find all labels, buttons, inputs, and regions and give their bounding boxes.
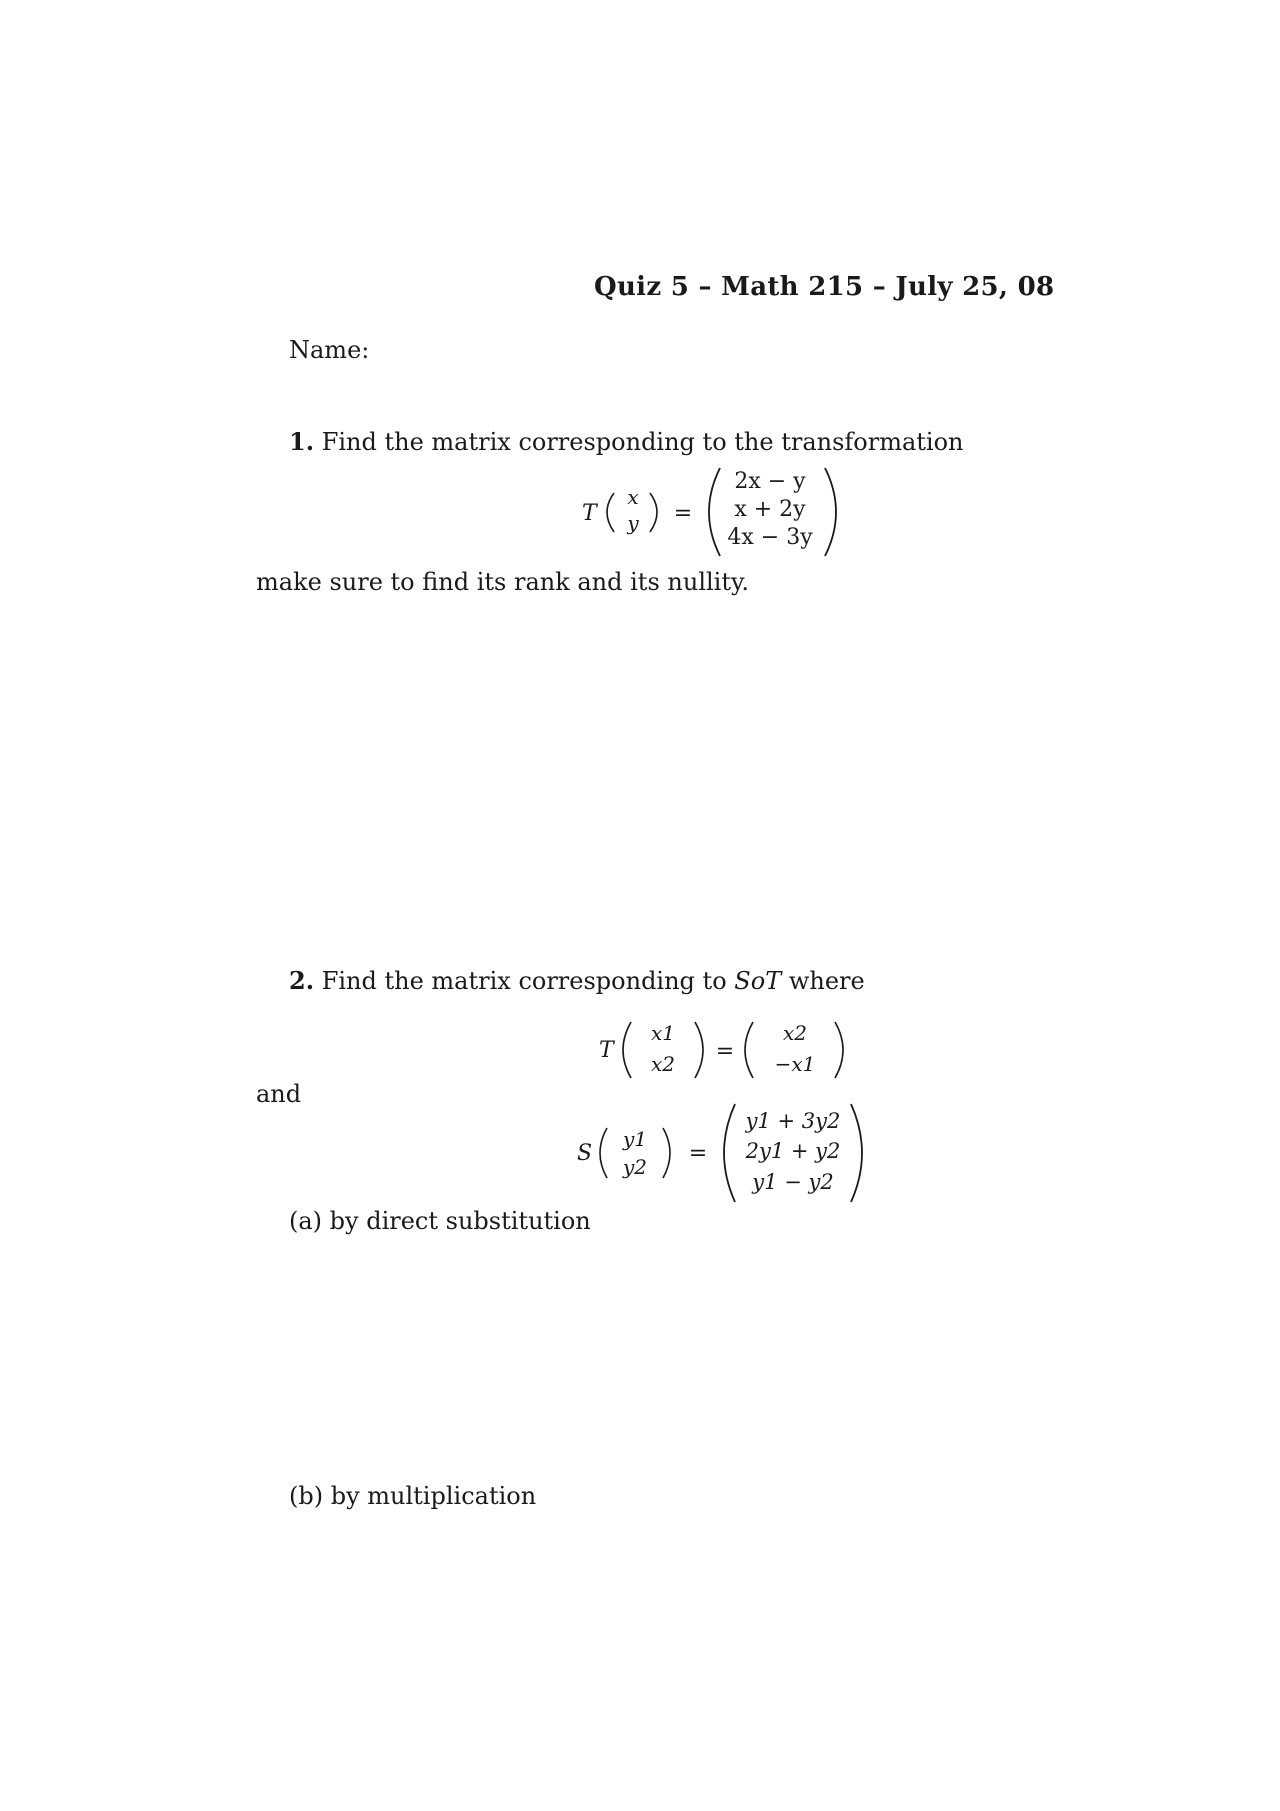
big-left-paren-icon	[709, 468, 720, 556]
question-1-prompt: Find the matrix corresponding to the transformation	[321, 428, 964, 456]
question-2-number: 2.	[289, 966, 315, 995]
left-paren-icon	[623, 1022, 631, 1078]
transform-T-label: T	[582, 501, 597, 526]
output-row-1: 2x − y	[734, 469, 806, 494]
name-label: Name:	[289, 336, 370, 364]
question-2	[289, 966, 865, 995]
T-output-1: x2	[782, 1021, 808, 1045]
part-a-label: (a) by direct substitution	[289, 1207, 591, 1235]
question-1-equation	[570, 460, 870, 565]
T-input-1: x1	[650, 1021, 676, 1045]
question-2-S-equation	[565, 1098, 875, 1208]
question-2-T-equation	[585, 1012, 865, 1092]
equals-sign: =	[715, 1039, 735, 1064]
big-right-paren-icon	[851, 1104, 862, 1202]
big-left-paren-icon	[724, 1104, 735, 1202]
transform-S-label: S	[577, 1141, 593, 1166]
input-y: y	[627, 511, 639, 535]
output-row-2: x + 2y	[734, 497, 806, 522]
part-b-label: (b) by multiplication	[289, 1482, 537, 1510]
equals-sign: =	[688, 1141, 708, 1166]
S-input-1: y1	[622, 1127, 648, 1151]
equals-sign: =	[673, 501, 693, 526]
question-1	[289, 427, 964, 456]
big-right-paren-icon	[825, 468, 836, 556]
T-output-2: −x1	[774, 1052, 816, 1076]
left-paren-icon	[600, 1128, 607, 1178]
right-paren-icon	[695, 1022, 703, 1078]
question-2-prompt-prefix: Find the matrix corresponding to	[321, 967, 727, 995]
output-row-3: 4x − 3y	[727, 525, 813, 550]
question-1-number: 1.	[289, 427, 315, 456]
question-1-followup: make sure to find its rank and its nullity.	[256, 568, 749, 596]
S-output-1: y1 + 3y2	[745, 1109, 841, 1133]
and-label: and	[256, 1080, 302, 1108]
left-paren-icon	[607, 493, 614, 532]
composition-SoT: SoT	[734, 967, 782, 995]
S-input-2: y2	[622, 1155, 648, 1179]
question-2-prompt-suffix: where	[788, 967, 865, 995]
right-paren-icon	[835, 1022, 843, 1078]
right-paren-icon	[650, 493, 657, 532]
S-output-3: y1 − y2	[752, 1170, 834, 1194]
left-paren-icon	[745, 1022, 753, 1078]
S-output-2: 2y1 + y2	[745, 1139, 841, 1163]
T-input-2: x2	[650, 1052, 676, 1076]
right-paren-icon	[663, 1128, 670, 1178]
quiz-title: Quiz 5 – Math 215 – July 25, 08	[594, 272, 1055, 302]
transform-T-label: T	[599, 1038, 614, 1063]
input-x: x	[627, 485, 639, 509]
